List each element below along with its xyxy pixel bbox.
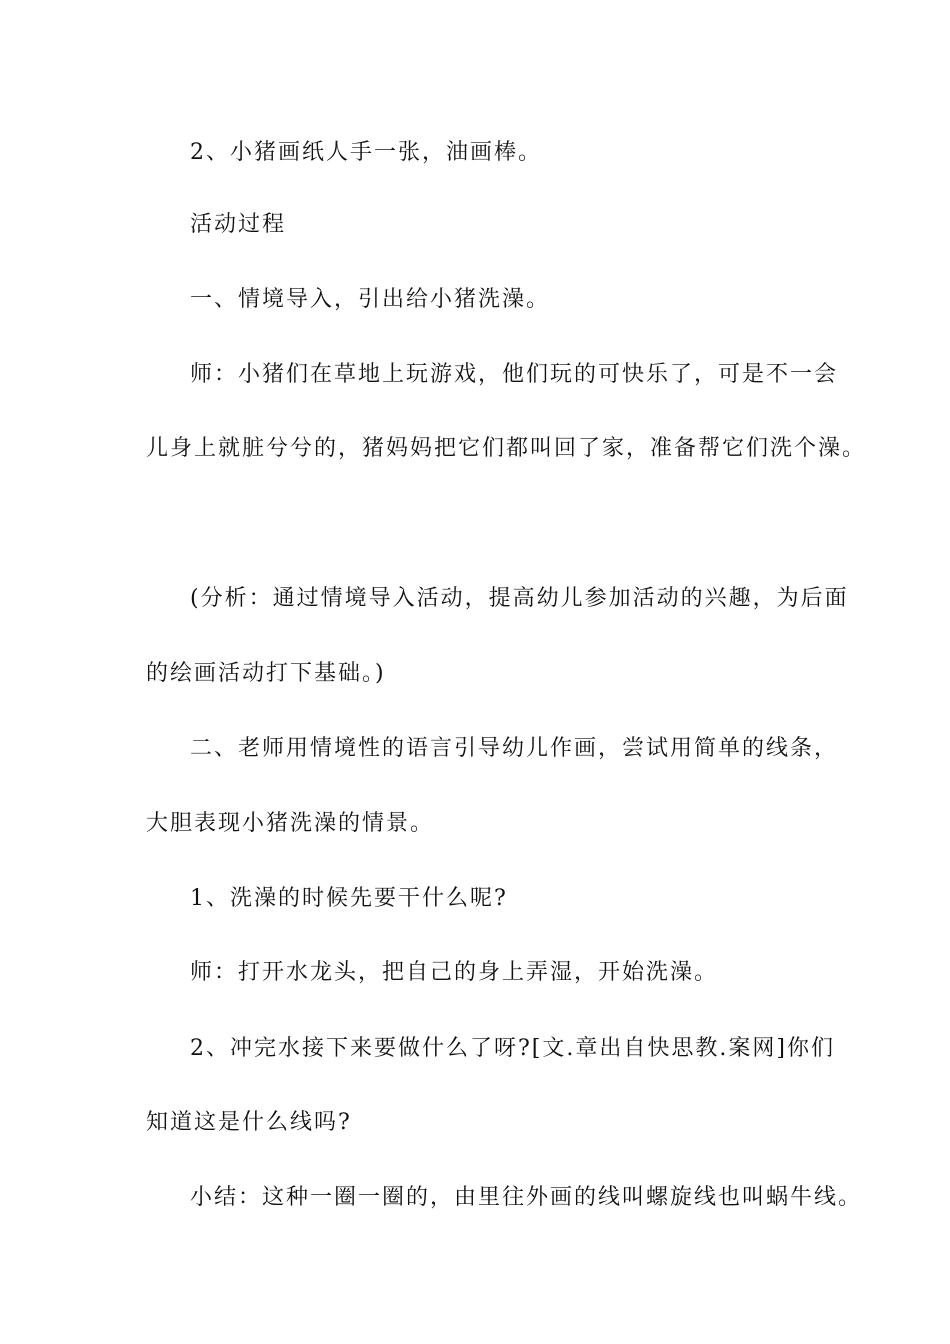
- analysis-line: (分析：通过情境导入活动，提高幼儿参加活动的兴趣，为后面: [190, 586, 849, 611]
- paragraph-line: 儿身上就脏兮兮的，猪妈妈把它们都叫回了家，准备帮它们洗个澡。: [146, 436, 867, 461]
- question-line: 知道这是什么线吗?: [146, 1110, 352, 1135]
- paragraph-line: 大胆表现小猪洗澡的情景。: [146, 811, 435, 836]
- teacher-line: 师：打开水龙头，把自己的身上弄湿，开始洗澡。: [190, 960, 719, 985]
- summary-line: 小结：这种一圈一圈的，由里往外画的线叫螺旋线也叫蜗牛线。: [190, 1185, 863, 1210]
- question-line: 1、洗澡的时候先要干什么呢?: [190, 886, 508, 911]
- analysis-line: 的绘画活动打下基础。): [146, 661, 386, 686]
- section-heading-activity-process: 活动过程: [190, 212, 287, 237]
- paragraph-line: 师：小猪们在草地上玩游戏，他们玩的可快乐了，可是不一会: [190, 362, 839, 387]
- materials-item-2: 2、小猪画纸人手一张，油画棒。: [190, 140, 542, 165]
- step-heading-1: 一、情境导入，引出给小猪洗澡。: [190, 287, 551, 312]
- step-heading-2: 二、老师用情境性的语言引导幼儿作画，尝试用简单的线条，: [190, 736, 839, 761]
- question-line: 2、冲完水接下来要做什么了呀?[文.章出自快思教.案网]你们: [190, 1036, 835, 1061]
